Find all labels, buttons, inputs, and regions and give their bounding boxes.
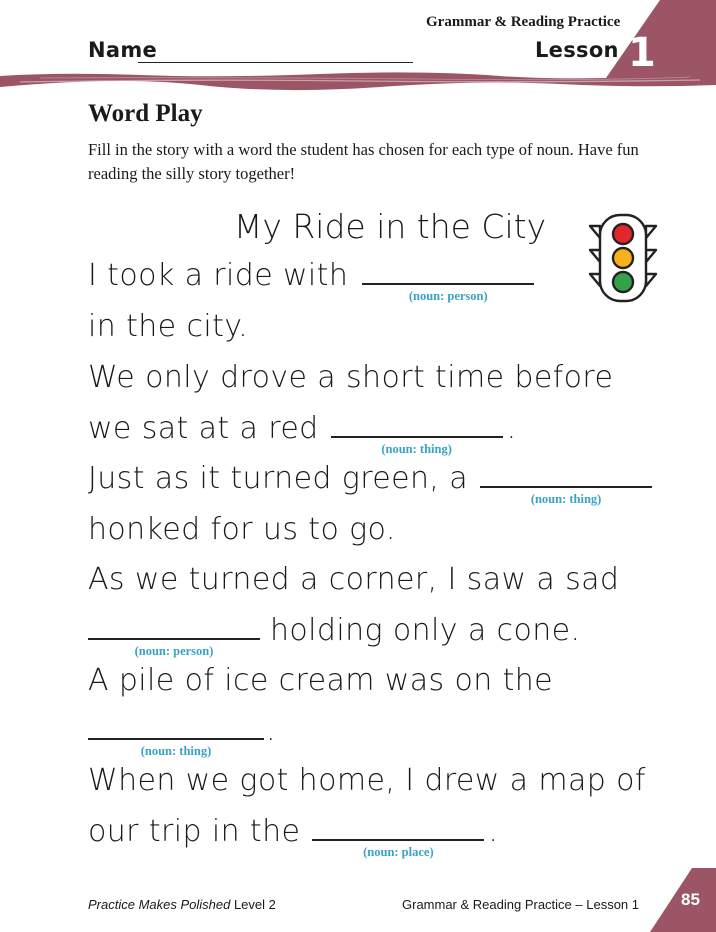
- story-line-10: (noun: thing) .: [88, 713, 276, 748]
- story-line-6: honked for us to go.: [88, 512, 396, 547]
- lesson-number: 1: [628, 30, 656, 76]
- story-line-1: I took a ride with (noun: person): [88, 258, 538, 293]
- footer-book-title: Practice Makes Polished Level 2: [88, 897, 276, 912]
- instructions: Fill in the story with a word the student has chosen for each type of noun. Have fun reading the silly story together!: [88, 140, 639, 183]
- story-title: My Ride in the City: [233, 207, 547, 246]
- name-line[interactable]: [138, 62, 413, 63]
- blank-thing-3[interactable]: (noun: thing): [88, 714, 264, 740]
- header-brush-stroke: [0, 66, 716, 96]
- section-title: Word Play: [88, 100, 203, 127]
- name-label: Name: [88, 38, 158, 62]
- story-line-2: in the city.: [88, 309, 249, 344]
- story-line-7: As we turned a corner, I saw a sad: [88, 562, 620, 597]
- story-line-12: our trip in the (noun: place) .: [88, 814, 499, 859]
- blank-place-1[interactable]: (noun: place): [312, 815, 484, 841]
- footer-section-label: Grammar & Reading Practice – Lesson 1: [402, 897, 639, 912]
- blank-person-2[interactable]: (noun: person): [88, 614, 260, 640]
- blank-thing-2[interactable]: (noun: thing): [480, 462, 652, 488]
- story-line-4: we sat at a red (noun: thing) .: [88, 411, 517, 456]
- story-line-3: We only drove a short time before: [88, 360, 614, 395]
- blank-thing-1[interactable]: (noun: thing): [331, 412, 503, 438]
- page-number: 85: [681, 890, 700, 909]
- story-line-5: Just as it turned green, a (noun: thing): [88, 461, 656, 496]
- story-line-9: A pile of ice cream was on the: [88, 663, 554, 698]
- story-line-8: (noun: person) holding only a cone.: [88, 613, 580, 648]
- lesson-label: Lesson: [535, 38, 619, 62]
- story-line-11: When we got home, I drew a map of: [88, 763, 646, 798]
- series-title: Grammar & Reading Practice: [426, 14, 621, 30]
- blank-person-1[interactable]: (noun: person): [362, 259, 534, 285]
- traffic-light-icon: [588, 212, 658, 304]
